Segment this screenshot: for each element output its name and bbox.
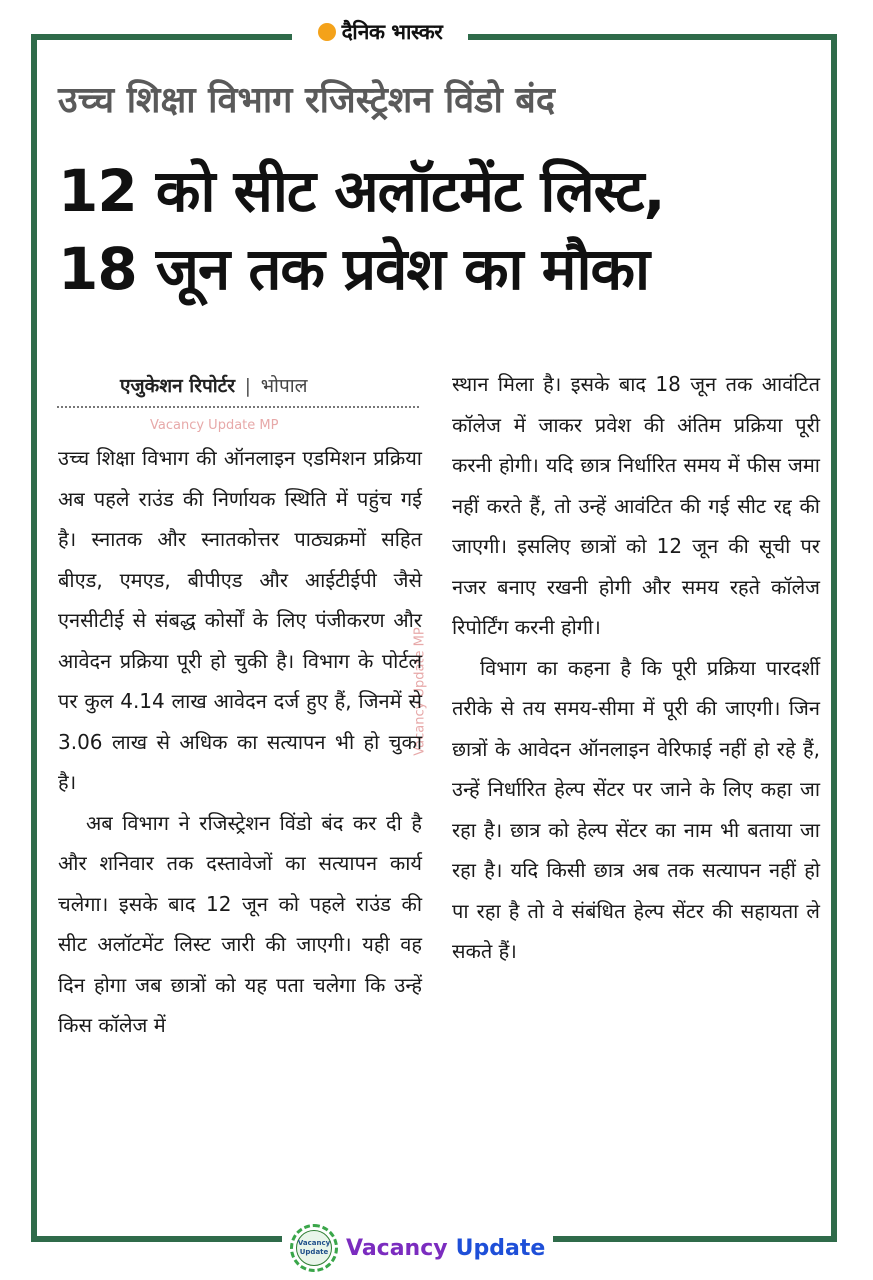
- left-paragraph-2: अब विभाग ने रजिस्ट्रेशन विंडो बंद कर दी है और शनिवार तक दस्तावेजों का सत्यापन कार्य चलेगा। इसके बाद 12 जून को पहले राउंड की सीट अलॉटमेंट लिस्ट जारी की जाएगी। यही वह दिन होगा जब छात्रों को यह पता चलेगा कि उन्हें किस कॉलेज में: [58, 810, 422, 1037]
- right-paragraph-1: स्थान मिला है। इसके बाद 18 जून तक आवंटित कॉलेज में जाकर प्रवेश की अंतिम प्रक्रिया पूरी करनी होगी। यदि छात्र निर्धारित समय में फीस जमा नहीं करते हैं, तो उन्हें आवंटित की गई सीट रद्द की जाएगी। इसलिए छात्रों को 12 जून की सूची पर नजर बनाए रखनी होगी और समय रहते कॉलेज रिपोर्टिंग करनी होगी।: [452, 372, 820, 639]
- watermark-vertical: Vacancy Update MP: [412, 627, 428, 756]
- left-paragraph-1: उच्च शिक्षा विभाग की ऑनलाइन एडमिशन प्रक्रिया अब पहले राउंड की निर्णायक स्थिति में पहुंच गई है। स्नातक और स्नातकोत्तर पाठ्यक्रमों सहित बीएड, एमएड, बीपीएड और आईटीईपी जैसे एनसीटीई से संबद्ध कोर्सों के लिए पंजीकरण और आवेदन प्रक्रिया पूरी हो चुकी है। विभाग के पोर्टल पर कुल 4.14 लाख आवेदन दर्ज हुए हैं, जिनमें से 3.06 लाख से अधिक का सत्यापन भी हो चुका है।: [58, 446, 422, 794]
- masthead: [292, 14, 468, 50]
- right-paragraph-2: विभाग का कहना है कि पूरी प्रक्रिया पारदर्शी तरीके से तय समय-सीमा में पूरी की जाएगी। जिन छात्रों के आवेदन ऑनलाइन वेरिफाई नहीं हो रहे हैं, उन्हें निर्धारित हेल्प सेंटर पर जाने के लिए कहा जा रहा है। छात्र को हेल्प सेंटर का नाम भी बताया जा रहा है। यदि किसी छात्र अब तक सत्यापन नहीं हो पा रहा है तो वे संबंधित हेल्प सेंटर की सहायता ले सकते हैं।: [452, 655, 820, 963]
- byline: [120, 372, 308, 398]
- article-column-right: [452, 364, 820, 972]
- watermark-top: Vacancy Update MP: [150, 418, 279, 433]
- main-headline: [58, 152, 838, 308]
- logo-text: Vacancy Update: [296, 1230, 332, 1266]
- article-column-left: [58, 438, 422, 1046]
- vacancy-update-logo-icon: [290, 1224, 338, 1272]
- byline-city: भोपाल: [260, 375, 308, 397]
- footer-brand-part-1: Vacancy: [346, 1235, 448, 1261]
- footer-brand-part-2: Update: [455, 1235, 546, 1261]
- headline-line-1: 12 को सीट अलॉटमेंट लिस्ट,: [58, 157, 665, 225]
- byline-divider: [57, 406, 419, 408]
- masthead-title: दैनिक भास्कर: [341, 20, 443, 44]
- kicker-headline: उच्च शिक्षा विभाग रजिस्ट्रेशन विंडो बंद: [58, 80, 555, 121]
- byline-separator: |: [244, 375, 252, 397]
- headline-line-2: 18 जून तक प्रवेश का मौका: [58, 235, 650, 303]
- masthead-dot-icon: [318, 23, 336, 41]
- footer-brand: [282, 1220, 553, 1276]
- byline-reporter: एजुकेशन रिपोर्टर: [120, 375, 236, 397]
